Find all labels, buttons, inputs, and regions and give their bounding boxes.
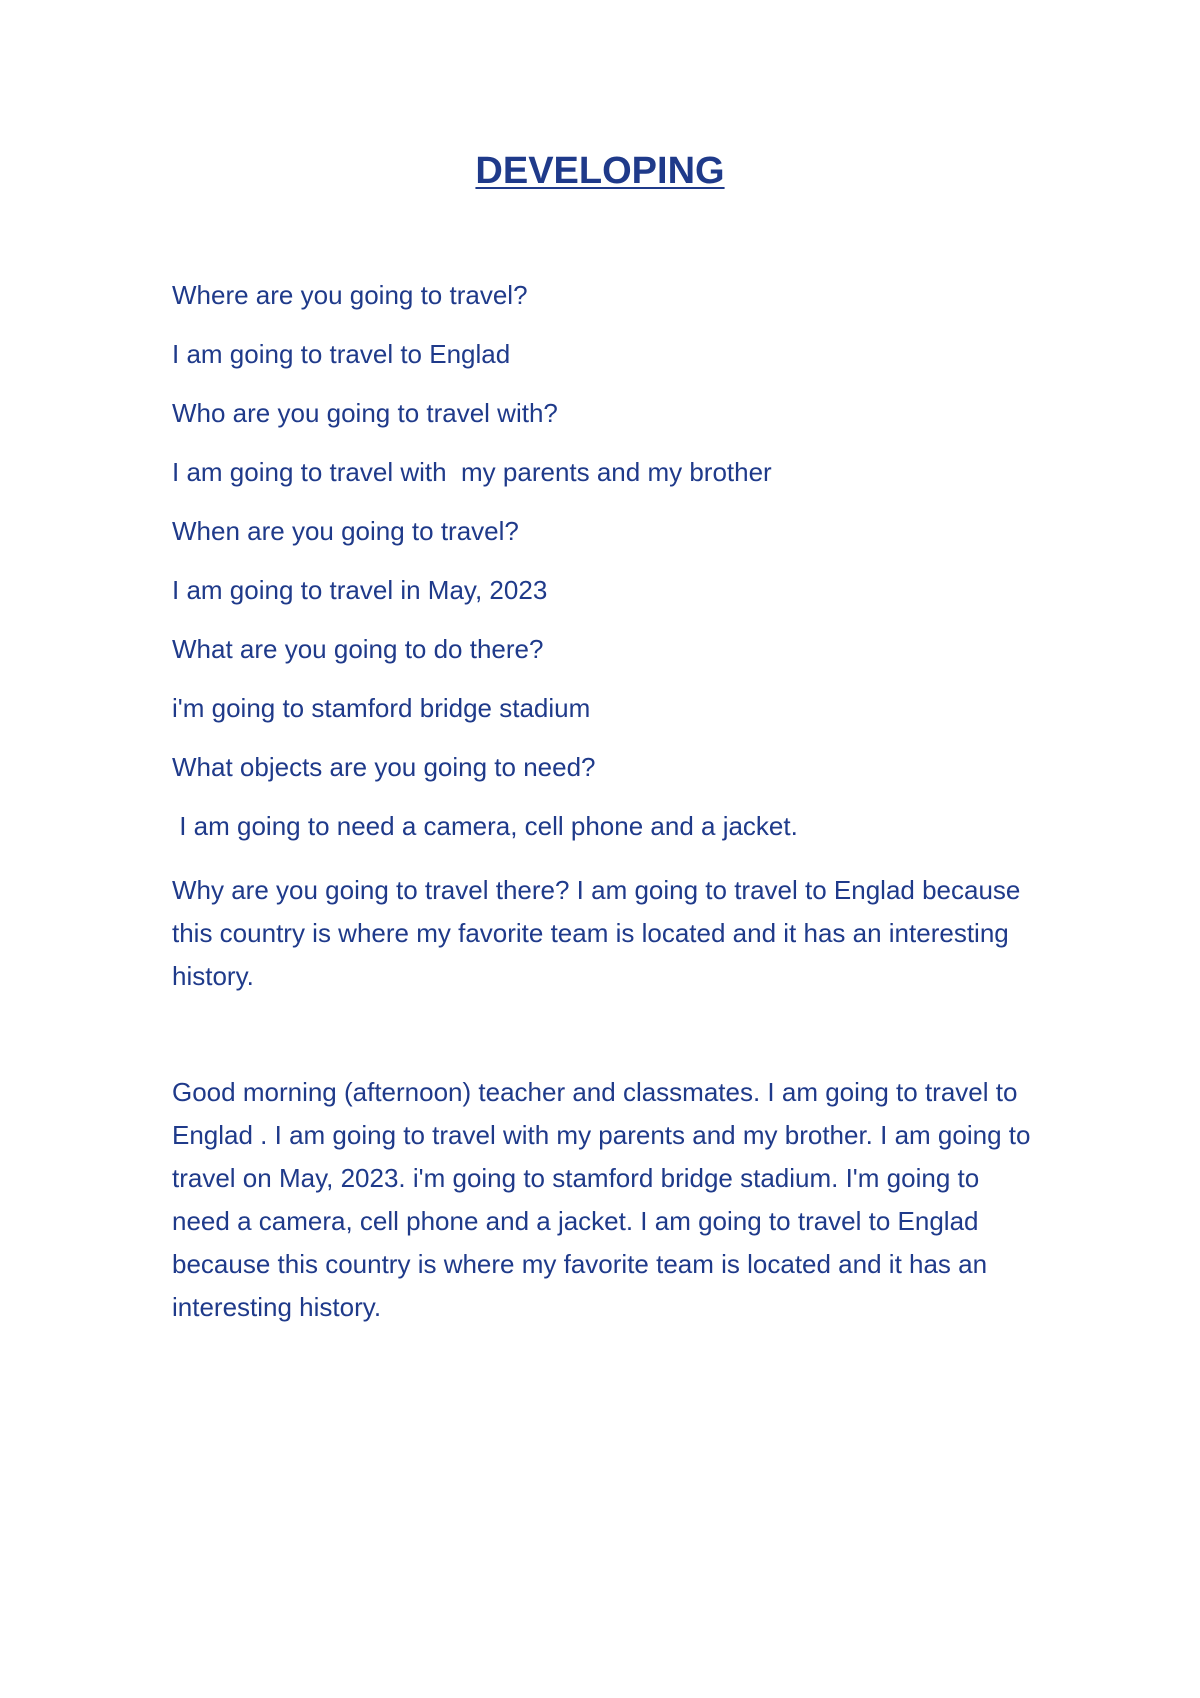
answer-activity: i'm going to stamford bridge stadium xyxy=(172,693,591,723)
answer-companions: I am going to travel with my parents and my brother xyxy=(172,457,772,487)
answer-objects: I am going to need a camera, cell phone and a jacket. xyxy=(172,811,798,841)
question-objects: What objects are you going to need? xyxy=(172,752,596,782)
question-destination: Where are you going to travel? xyxy=(172,280,528,310)
question-companions: Who are you going to travel with? xyxy=(172,398,558,428)
reason-paragraph: Why are you going to travel there? I am going to travel to Englad because this country is where my favorite team is located and it has an interesting history. xyxy=(172,875,1021,991)
summary-paragraph: Good morning (afternoon) teacher and classmates. I am going to travel to Englad . I am going to travel with my parents and my brother. I am going to travel on May, 2023. i'm going to stamford bridge stadium. I'm going to need a camera, cell phone and a jacket. I am going to travel to Englad because this country is where my favorite team is located and it has an interesting history. xyxy=(172,1077,1031,1322)
question-activity: What are you going to do there? xyxy=(172,634,544,664)
document-title: DEVELOPING xyxy=(475,150,725,192)
answer-destination: I am going to travel to Englad xyxy=(172,339,511,369)
answer-date: I am going to travel in May, 2023 xyxy=(172,575,548,605)
qa-list xyxy=(172,278,1052,868)
question-date: When are you going to travel? xyxy=(172,516,519,546)
